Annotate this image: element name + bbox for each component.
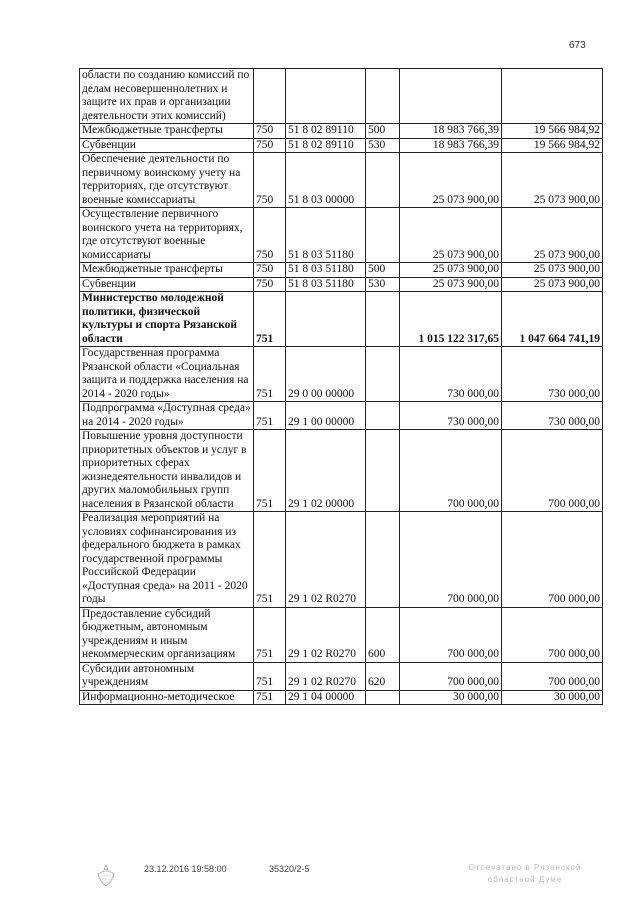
coat-of-arms-icon bbox=[92, 862, 120, 890]
row-target-article: 29 1 04 00000 bbox=[286, 690, 366, 705]
row-name: Межбюджетные трансферты bbox=[80, 124, 254, 139]
row-amount-2017: 25 073 900,00 bbox=[400, 153, 502, 208]
row-admin-code bbox=[254, 69, 286, 124]
row-expense-type bbox=[366, 69, 400, 124]
row-amount-2017: 25 073 900,00 bbox=[400, 263, 502, 278]
row-name: Межбюджетные трансферты bbox=[80, 263, 254, 278]
row-name: Субвенции bbox=[80, 138, 254, 153]
row-amount-2018: 700 000,00 bbox=[502, 607, 603, 662]
row-name: Информационно-методическое bbox=[80, 690, 254, 705]
row-name: Субвенции bbox=[80, 277, 254, 292]
table-row bbox=[80, 277, 603, 292]
table-row bbox=[80, 292, 603, 347]
row-target-article: 29 1 02 00000 bbox=[286, 430, 366, 512]
row-expense-type: 530 bbox=[366, 138, 400, 153]
table-row bbox=[80, 402, 603, 430]
row-admin-code: 750 bbox=[254, 153, 286, 208]
budget-table bbox=[79, 68, 603, 705]
table-row bbox=[80, 263, 603, 278]
row-amount-2017 bbox=[400, 69, 502, 124]
row-admin-code: 751 bbox=[254, 347, 286, 402]
row-name: Обеспечение деятельности по первичному воинскому учету на территориях, где отсутствуют военные комиссариаты bbox=[80, 153, 254, 208]
row-target-article bbox=[286, 292, 366, 347]
row-admin-code: 751 bbox=[254, 402, 286, 430]
row-target-article: 29 1 02 R0270 bbox=[286, 662, 366, 690]
row-amount-2017: 700 000,00 bbox=[400, 512, 502, 608]
row-amount-2018: 25 073 900,00 bbox=[502, 208, 603, 263]
row-expense-type bbox=[366, 512, 400, 608]
row-amount-2017: 25 073 900,00 bbox=[400, 277, 502, 292]
row-admin-code: 751 bbox=[254, 512, 286, 608]
row-amount-2018: 30 000,00 bbox=[502, 690, 603, 705]
row-amount-2018: 25 073 900,00 bbox=[502, 153, 603, 208]
row-admin-code: 750 bbox=[254, 277, 286, 292]
table-row bbox=[80, 124, 603, 139]
row-admin-code: 750 bbox=[254, 124, 286, 139]
row-admin-code: 751 bbox=[254, 690, 286, 705]
row-expense-type: 530 bbox=[366, 277, 400, 292]
row-name: Повышение уровня доступности приоритетных объектов и услуг в приоритетных сферах жизнедеятельности инвалидов и других маломобильных групп населения в Рязанской области bbox=[80, 430, 254, 512]
row-expense-type bbox=[366, 292, 400, 347]
row-expense-type bbox=[366, 430, 400, 512]
row-name: области по созданию комиссий по делам несовершеннолетних и защите их прав и организации деятельности этих комиссий) bbox=[80, 69, 254, 124]
row-amount-2017: 1 015 122 317,65 bbox=[400, 292, 502, 347]
row-amount-2018: 25 073 900,00 bbox=[502, 263, 603, 278]
row-admin-code: 750 bbox=[254, 138, 286, 153]
row-expense-type bbox=[366, 402, 400, 430]
table-row bbox=[80, 208, 603, 263]
table-row bbox=[80, 512, 603, 608]
table-row bbox=[80, 153, 603, 208]
page-number: 673 bbox=[569, 40, 586, 51]
row-amount-2017: 700 000,00 bbox=[400, 430, 502, 512]
row-amount-2018: 730 000,00 bbox=[502, 402, 603, 430]
row-target-article: 51 8 03 51180 bbox=[286, 208, 366, 263]
print-stamp: Отпечатано в Рязанской областной Думе bbox=[468, 863, 582, 884]
row-amount-2018: 1 047 664 741,19 bbox=[502, 292, 603, 347]
row-target-article: 29 1 00 00000 bbox=[286, 402, 366, 430]
row-admin-code: 751 bbox=[254, 430, 286, 512]
row-target-article: 51 8 03 51180 bbox=[286, 263, 366, 278]
row-admin-code: 751 bbox=[254, 662, 286, 690]
row-name: Субсидии автономным учреждениям bbox=[80, 662, 254, 690]
row-name: Предоставление субсидий бюджетным, автономным учреждениям и иным некоммерческим организациям bbox=[80, 607, 254, 662]
row-amount-2017: 700 000,00 bbox=[400, 662, 502, 690]
table-row bbox=[80, 662, 603, 690]
row-amount-2018: 19 566 984,92 bbox=[502, 138, 603, 153]
document-number: 35320/2-5 bbox=[269, 864, 310, 874]
row-target-article: 51 8 03 00000 bbox=[286, 153, 366, 208]
row-target-article: 51 8 03 51180 bbox=[286, 277, 366, 292]
print-date: 23.12.2016 19:58:00 bbox=[144, 864, 227, 874]
row-target-article bbox=[286, 69, 366, 124]
row-amount-2017: 18 983 766,39 bbox=[400, 124, 502, 139]
page-footer bbox=[0, 862, 640, 902]
table-row bbox=[80, 430, 603, 512]
row-amount-2018: 25 073 900,00 bbox=[502, 277, 603, 292]
row-amount-2018: 700 000,00 bbox=[502, 512, 603, 608]
row-expense-type: 600 bbox=[366, 607, 400, 662]
row-amount-2018: 700 000,00 bbox=[502, 430, 603, 512]
table-row bbox=[80, 607, 603, 662]
row-admin-code: 750 bbox=[254, 208, 286, 263]
row-target-article: 51 8 02 89110 bbox=[286, 124, 366, 139]
row-expense-type bbox=[366, 153, 400, 208]
row-expense-type bbox=[366, 208, 400, 263]
row-expense-type: 500 bbox=[366, 263, 400, 278]
row-target-article: 29 1 02 R0270 bbox=[286, 607, 366, 662]
row-name: Государственная программа Рязанской области «Социальная защита и поддержка населения на 2014 - 2020 годы» bbox=[80, 347, 254, 402]
row-target-article: 51 8 02 89110 bbox=[286, 138, 366, 153]
row-amount-2017: 730 000,00 bbox=[400, 402, 502, 430]
row-amount-2018: 19 566 984,92 bbox=[502, 124, 603, 139]
table-row bbox=[80, 690, 603, 705]
row-admin-code: 751 bbox=[254, 292, 286, 347]
row-admin-code: 751 bbox=[254, 607, 286, 662]
row-expense-type bbox=[366, 347, 400, 402]
row-admin-code: 750 bbox=[254, 263, 286, 278]
row-amount-2018: 700 000,00 bbox=[502, 662, 603, 690]
row-expense-type: 620 bbox=[366, 662, 400, 690]
row-amount-2017: 730 000,00 bbox=[400, 347, 502, 402]
row-amount-2017: 700 000,00 bbox=[400, 607, 502, 662]
row-expense-type bbox=[366, 690, 400, 705]
row-target-article: 29 1 02 R0270 bbox=[286, 512, 366, 608]
row-amount-2017: 18 983 766,39 bbox=[400, 138, 502, 153]
row-name: Осуществление первичного воинского учета на территориях, где отсутствуют военные комиссариаты bbox=[80, 208, 254, 263]
row-name: Министерство молодежной политики, физической культуры и спорта Рязанской области bbox=[80, 292, 254, 347]
row-amount-2017: 30 000,00 bbox=[400, 690, 502, 705]
table-row bbox=[80, 69, 603, 124]
row-expense-type: 500 bbox=[366, 124, 400, 139]
row-amount-2017: 25 073 900,00 bbox=[400, 208, 502, 263]
row-amount-2018: 730 000,00 bbox=[502, 347, 603, 402]
row-amount-2018 bbox=[502, 69, 603, 124]
row-name: Подпрограмма «Доступная среда» на 2014 - 2020 годы» bbox=[80, 402, 254, 430]
table-row bbox=[80, 138, 603, 153]
row-target-article: 29 0 00 00000 bbox=[286, 347, 366, 402]
row-name: Реализация мероприятий на условиях софинансирования из федерального бюджета в рамках государственной программы Российской Федерации «Доступная среда» на 2011 - 2020 годы bbox=[80, 512, 254, 608]
table-row bbox=[80, 347, 603, 402]
